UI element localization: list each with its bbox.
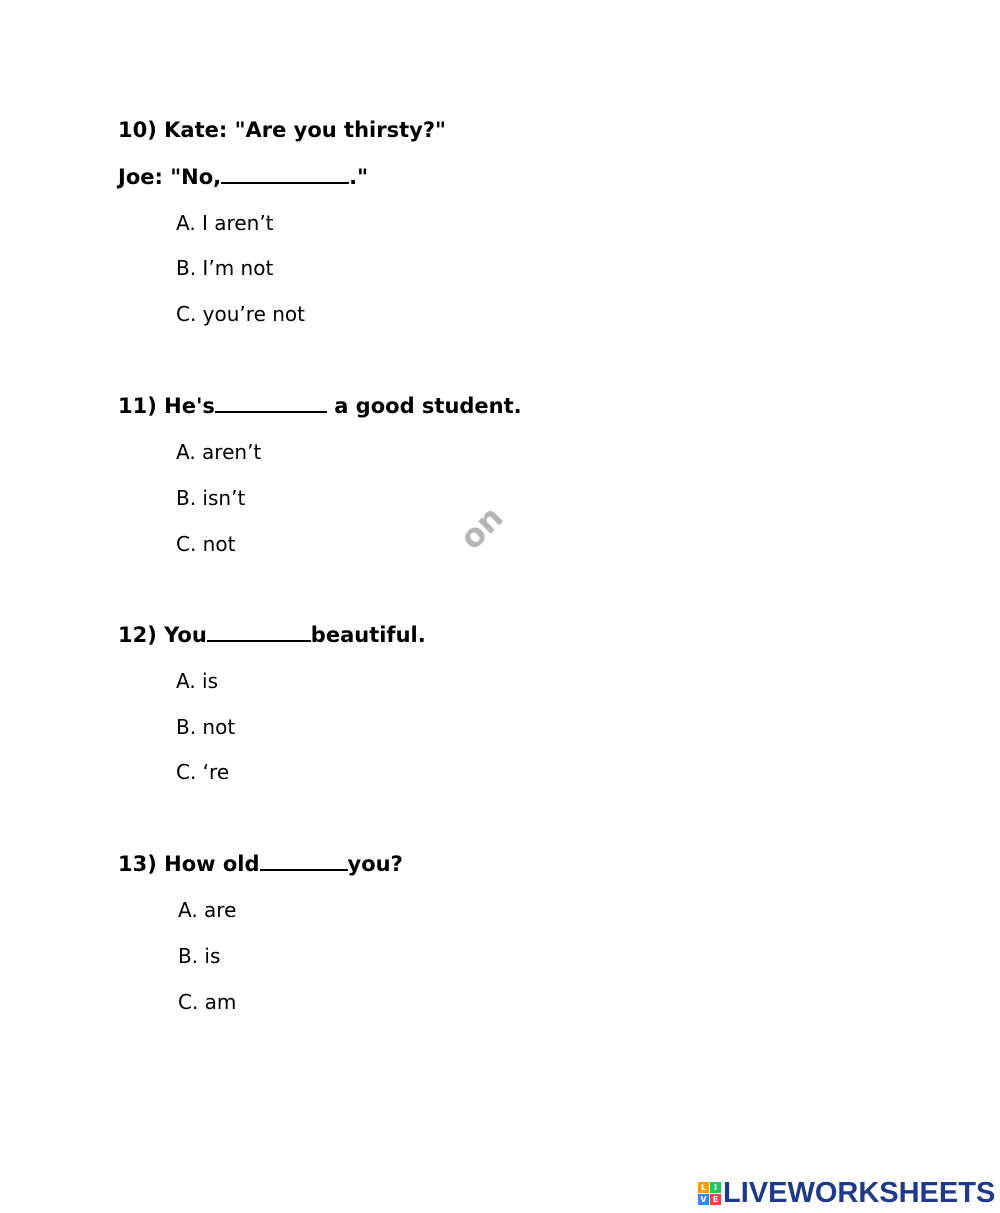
watermark: on [452,498,511,557]
question-12-blank[interactable] [207,624,311,642]
logo-mark-icon [698,1182,721,1205]
question-12-option-b[interactable]: B. not [176,715,236,739]
logo-text: LIVEWORKSHEETS [723,1176,996,1209]
question-11-prompt [118,394,522,418]
question-13-blank[interactable] [260,853,348,871]
question-10-option-b[interactable]: B. I’m not [176,256,274,280]
question-11-blank[interactable] [215,395,327,413]
question-10-prompt [118,118,446,142]
question-13-option-a[interactable]: A. are [178,898,237,922]
question-10-blank[interactable] [221,166,349,184]
liveworksheets-logo [698,1176,995,1210]
logo-mark-cell: I [710,1182,721,1193]
question-10-answer-line [118,165,368,189]
question-13-option-c[interactable]: C. am [178,990,237,1014]
question-13-text-start: 13) How old [118,852,260,876]
question-13-option-b[interactable]: B. is [178,944,221,968]
question-11-text-start: 11) He's [118,394,215,418]
logo-mark-cell: V [698,1194,709,1205]
question-10-text: 10) Kate: "Are you thirsty?" [118,118,446,142]
question-11-text-end: a good student. [326,394,522,418]
question-10-answer-start: Joe: "No, [118,165,222,189]
question-12-option-c[interactable]: C. ‘re [176,760,230,784]
question-12-prompt [118,623,426,647]
question-13-text-end: you? [347,852,403,876]
question-11-option-a[interactable]: A. aren’t [176,440,262,464]
question-10-option-a[interactable]: A. I aren’t [176,211,274,235]
question-13-prompt [118,852,403,876]
question-11-option-c[interactable]: C. not [176,532,236,556]
question-12-option-a[interactable]: A. is [176,669,219,693]
question-10-answer-end: ." [349,165,369,189]
logo-mark-cell: L [698,1182,709,1193]
question-11-option-b[interactable]: B. isn’t [176,486,246,510]
question-12-text-end: beautiful. [310,623,426,647]
logo-mark-cell: E [710,1194,721,1205]
question-10-option-c[interactable]: C. you’re not [176,302,305,326]
question-12-text-start: 12) You [118,623,207,647]
